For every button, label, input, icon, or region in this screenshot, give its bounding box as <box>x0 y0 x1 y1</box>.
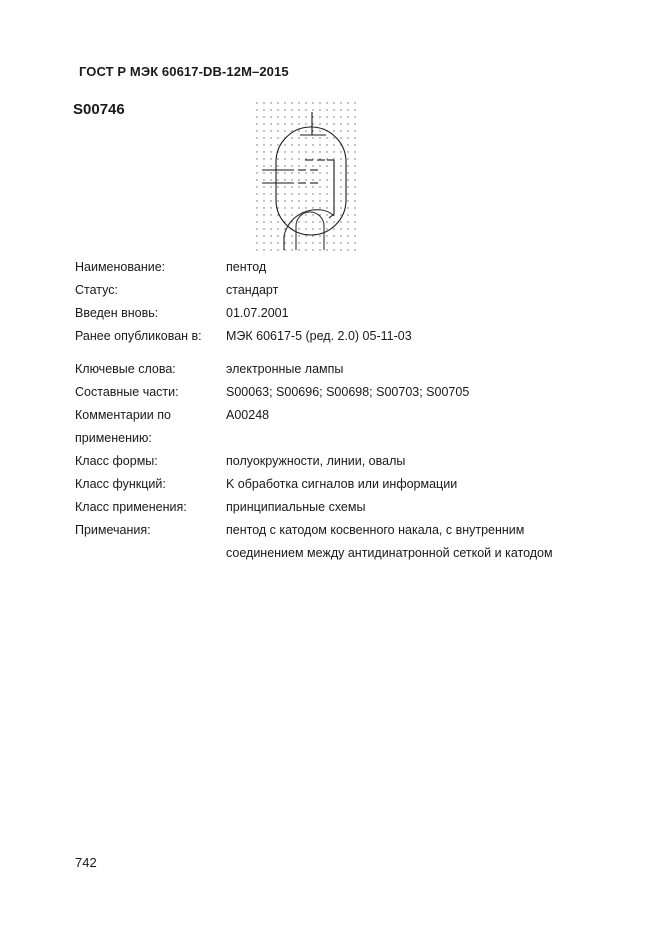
field-row-name <box>75 256 615 278</box>
field-label: Класс применения: <box>75 500 187 514</box>
field-row-previously-published <box>75 325 615 347</box>
field-label: Статус: <box>75 283 118 297</box>
field-row-function-class <box>75 473 615 495</box>
field-label: Примечания: <box>75 523 151 537</box>
field-row-application-class <box>75 496 615 518</box>
field-value: K обработка сигналов или информации <box>226 477 458 491</box>
field-row-application-notes <box>75 404 615 426</box>
field-value: 01.07.2001 <box>226 306 289 320</box>
field-label: Введен вновь: <box>75 306 159 320</box>
field-value: соединением между антидинатронной сеткой и катодом <box>226 546 553 560</box>
field-label: Составные части: <box>75 385 179 399</box>
field-label: Ключевые слова: <box>75 362 176 376</box>
field-value: A00248 <box>226 408 270 422</box>
pentode-tube-symbol-icon <box>254 100 356 252</box>
field-value: МЭК 60617-5 (ред. 2.0) 05-11-03 <box>226 329 412 343</box>
field-value: стандарт <box>226 283 279 297</box>
field-value: полуокружности, линии, овалы <box>226 454 406 468</box>
field-label: применению: <box>75 431 152 445</box>
field-row-keywords <box>75 358 615 380</box>
field-label: Комментарии по <box>75 408 171 422</box>
field-value: пентод с катодом косвенного накала, с внутренним <box>226 523 525 537</box>
field-label: Ранее опубликован в: <box>75 329 202 343</box>
field-row-remarks-cont <box>75 542 615 564</box>
field-row-components <box>75 381 615 403</box>
field-value: принципиальные схемы <box>226 500 366 514</box>
field-label: Наименование: <box>75 260 166 274</box>
symbol-id: S00746 <box>73 101 125 118</box>
field-row-introduced <box>75 302 615 324</box>
page-number: 742 <box>75 855 97 870</box>
field-row-shape-class <box>75 450 615 472</box>
field-value: S00063; S00696; S00698; S00703; S00705 <box>226 385 470 399</box>
document-header-title: ГОСТ Р МЭК 60617-DB-12M–2015 <box>79 64 289 79</box>
field-value: пентод <box>226 260 267 274</box>
field-row-application-notes-cont <box>75 427 615 449</box>
field-row-status <box>75 279 615 301</box>
field-label: Класс функций: <box>75 477 166 491</box>
field-value: электронные лампы <box>226 362 344 376</box>
field-row-remarks <box>75 519 615 541</box>
field-label: Класс формы: <box>75 454 158 468</box>
